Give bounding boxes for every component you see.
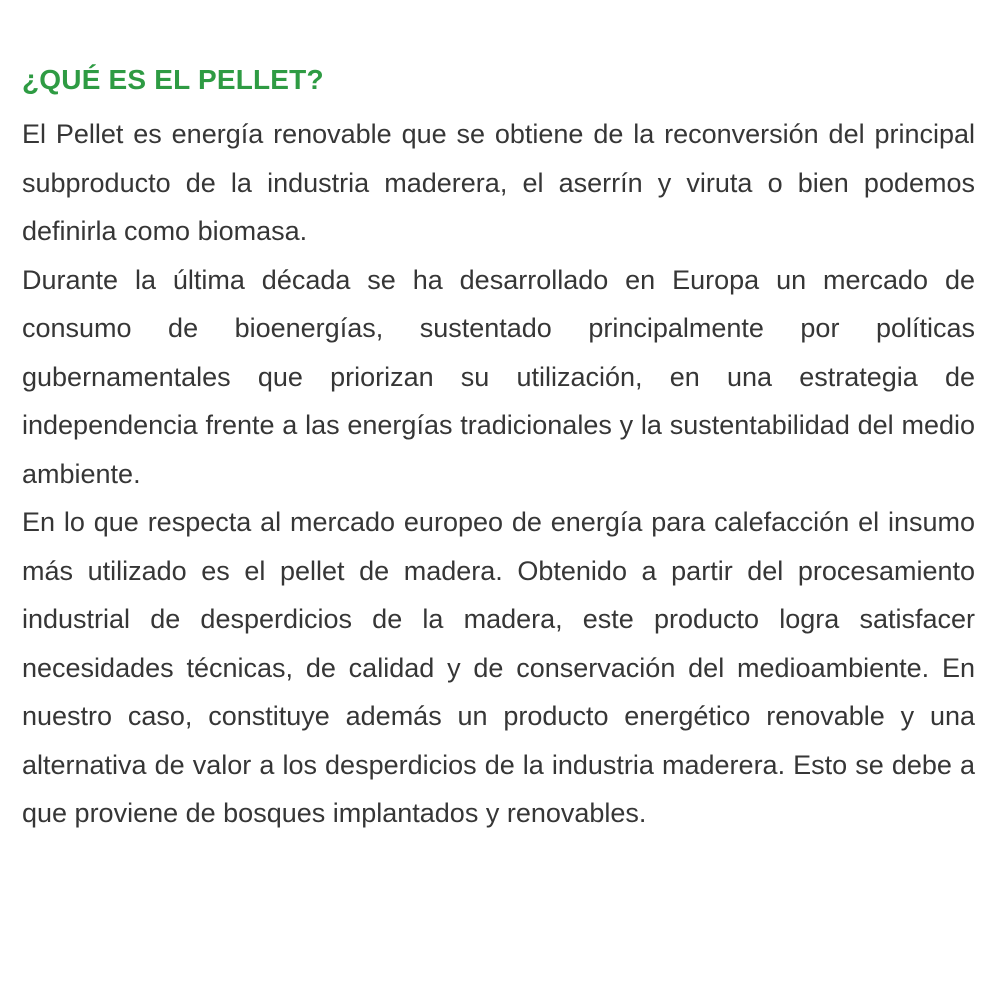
paragraph-wood-pellet-heating: En lo que respecta al mercado europeo de energía para calefacción el insumo más utilizado es el pellet de madera. Obtenido a partir del procesamiento industrial de desperdicios de la madera, este producto logra satisfacer necesidades técnicas, de calidad y de conservación del medioambiente. En nuestro caso, constituye además un producto energético renovable y una alternativa de valor a los desperdicios de la industria maderera. Esto se debe a que proviene de bosques implantados y renovables.	[22, 507, 975, 828]
article-title: ¿QUÉ ES EL PELLET?	[22, 64, 324, 95]
paragraph-europe-bioenergy-market: Durante la última década se ha desarrollado en Europa un mercado de consumo de bioenergías, sustentado principalmente por políticas gubernamentales que priorizan su utilización, en una estrategia de independencia frente a las energías tradicionales y la sustentabilidad del medio ambiente.	[22, 264, 975, 489]
paragraph-intro-pellet-definition: El Pellet es energía renovable que se obtiene de la reconversión del principal subproducto de la industria maderera, el aserrín y viruta o bien podemos definirla como biomasa.	[22, 119, 975, 246]
